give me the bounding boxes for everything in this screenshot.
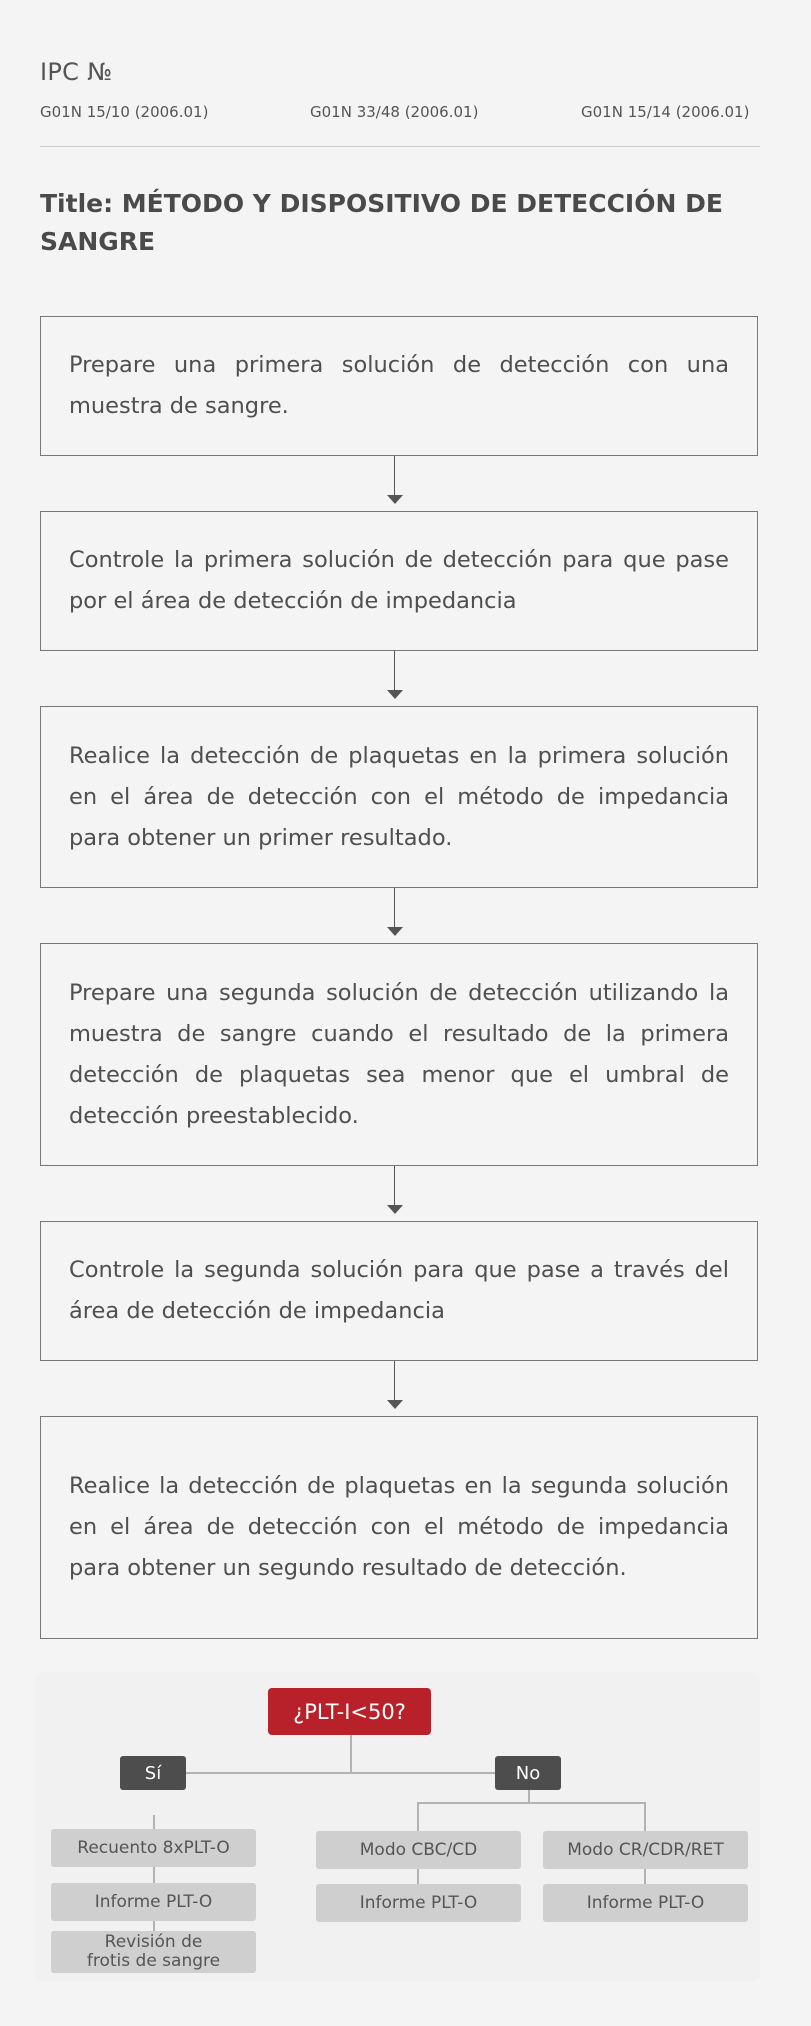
flow-step-5 — [40, 1221, 758, 1361]
connector — [644, 1869, 646, 1884]
flow-arrow-head — [387, 927, 403, 936]
flow-step-text: Controle la segunda solución para que pase a través del área de detección de impedancia — [69, 1257, 729, 1324]
flow-step-text: Controle la primera solución de detección para que pase por el área de detección de impedancia — [69, 547, 729, 614]
decision-question: ¿PLT-I<50? — [268, 1688, 431, 1735]
header-divider — [40, 146, 760, 147]
flow-arrow-head — [387, 690, 403, 699]
outcome-no-left-2: Informe PLT-O — [316, 1884, 521, 1922]
ipc-code-2: G01N 33/48 (2006.01) — [310, 103, 479, 121]
flow-step-text: Realice la detección de plaquetas en la segunda solución en el área de detección con el método de impedancia para obtener un segundo resultado de detección. — [69, 1473, 729, 1581]
flow-arrow-line — [394, 651, 395, 693]
branch-no: No — [495, 1756, 561, 1790]
connector — [417, 1802, 645, 1804]
connector — [350, 1735, 352, 1773]
flow-step-text: Prepare una primera solución de detección con una muestra de sangre. — [69, 352, 729, 419]
ipc-code-1: G01N 15/10 (2006.01) — [40, 103, 209, 121]
outcome-yes-3: Revisión de frotis de sangre — [51, 1931, 256, 1973]
outcome-no-right-1: Modo CR/CDR/RET — [543, 1831, 748, 1869]
flow-arrow-line — [394, 456, 395, 498]
flow-step-3 — [40, 706, 758, 888]
flow-arrow-line — [394, 1166, 395, 1208]
connector — [186, 1772, 496, 1774]
outcome-yes-1: Recuento 8xPLT-O — [51, 1829, 256, 1867]
connector — [417, 1802, 419, 1831]
connector — [153, 1867, 155, 1883]
flow-arrow-line — [394, 1361, 395, 1403]
outcome-no-right-2: Informe PLT-O — [543, 1884, 748, 1922]
flow-arrow-head — [387, 1205, 403, 1214]
outcome-yes-2: Informe PLT-O — [51, 1883, 256, 1921]
branch-yes: Sí — [120, 1756, 186, 1790]
document-title: Title: MÉTODO Y DISPOSITIVO DE DETECCIÓN DE SANGRE — [40, 189, 723, 256]
connector — [644, 1802, 646, 1831]
flow-step-6 — [40, 1416, 758, 1639]
flow-step-4 — [40, 943, 758, 1166]
outcome-no-left-1: Modo CBC/CD — [316, 1831, 521, 1869]
connector — [153, 1815, 155, 1829]
flow-step-text: Realice la detección de plaquetas en la primera solución en el área de detección con el método de impedancia para obtener un primer resultado. — [69, 742, 729, 851]
connector — [528, 1790, 530, 1802]
ipc-code-3: G01N 15/14 (2006.01) — [581, 103, 750, 121]
flow-arrow-line — [394, 888, 395, 930]
flow-arrow-head — [387, 1400, 403, 1409]
flow-step-1 — [40, 316, 758, 456]
flow-arrow-head — [387, 495, 403, 504]
connector — [417, 1869, 419, 1884]
flow-step-text: Prepare una segunda solución de detección utilizando la muestra de sangre cuando el resultado de la primera detección de plaquetas sea menor que el umbral de detección preestablecido. — [69, 979, 729, 1129]
ipc-label: IPC № — [40, 58, 113, 86]
connector — [153, 1921, 155, 1931]
flow-step-2 — [40, 511, 758, 651]
